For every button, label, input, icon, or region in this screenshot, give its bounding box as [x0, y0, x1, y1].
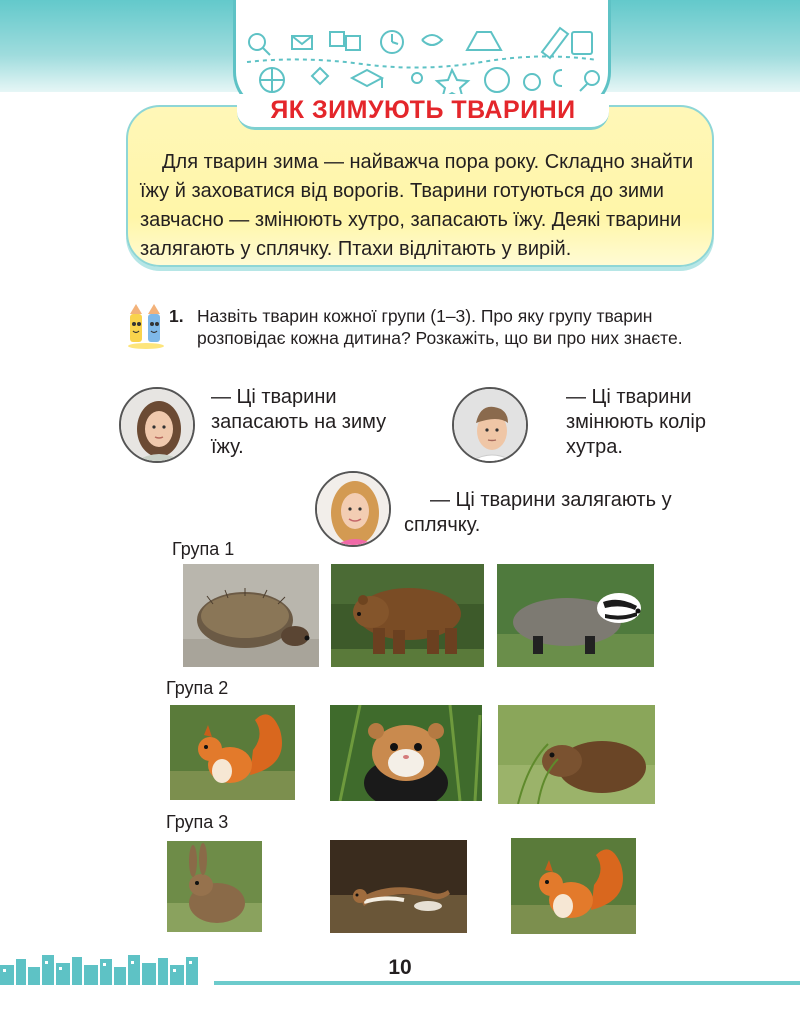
- group-2-label: Група 2: [166, 678, 229, 698]
- speech-girl-1: — Ці тварини запасають на зиму їжу.: [211, 386, 387, 458]
- task-number: 1.: [169, 306, 184, 326]
- squirrel-photo: [170, 705, 295, 800]
- kids-pencils-icon: [126, 304, 166, 350]
- task-text: Назвіть тварин кожної групи (1–3). Про яку групу тварин розповідає кожна дитина? Розкажіть, що ви про них знаєте.: [197, 306, 683, 348]
- avatar-girl-2: [315, 471, 391, 547]
- city-skyline-icon: [0, 953, 205, 985]
- avatar-boy: [452, 387, 528, 463]
- hare-photo: [167, 841, 262, 932]
- beaver-photo: [498, 705, 655, 804]
- brown-bear-photo: [331, 564, 484, 667]
- hedgehog-photo: [183, 564, 319, 667]
- speech-boy: — Ці тварини змінюють колір хутра.: [566, 386, 706, 458]
- avatar-girl-1: [119, 387, 195, 463]
- task-1: [169, 305, 721, 349]
- school-doodles-icon: [242, 22, 602, 102]
- speech-girl-2: — Ці тварини залягають у сплячку.: [404, 489, 672, 536]
- title-tab: [237, 94, 609, 130]
- stoat-photo: [330, 840, 467, 933]
- page-number: 10: [388, 956, 412, 979]
- group-1-label: Група 1: [172, 539, 235, 559]
- intro-text: Для тварин зима — найважча пора року. Складно знайти їжу й заховатися від ворогів. Тварини готуються до зими завчасно — змінюють хутро, запасають їжу. Деякі тварини залягають у сплячку. Птахи відлітають у вирій.: [140, 151, 694, 260]
- page-title: ЯК ЗИМУЮТЬ ТВАРИНИ: [270, 96, 576, 124]
- footer-line: [214, 981, 800, 985]
- squirrel-photo-2: [511, 838, 636, 934]
- hamster-photo: [330, 705, 482, 801]
- badger-photo: [497, 564, 654, 667]
- group-3-label: Група 3: [166, 812, 229, 832]
